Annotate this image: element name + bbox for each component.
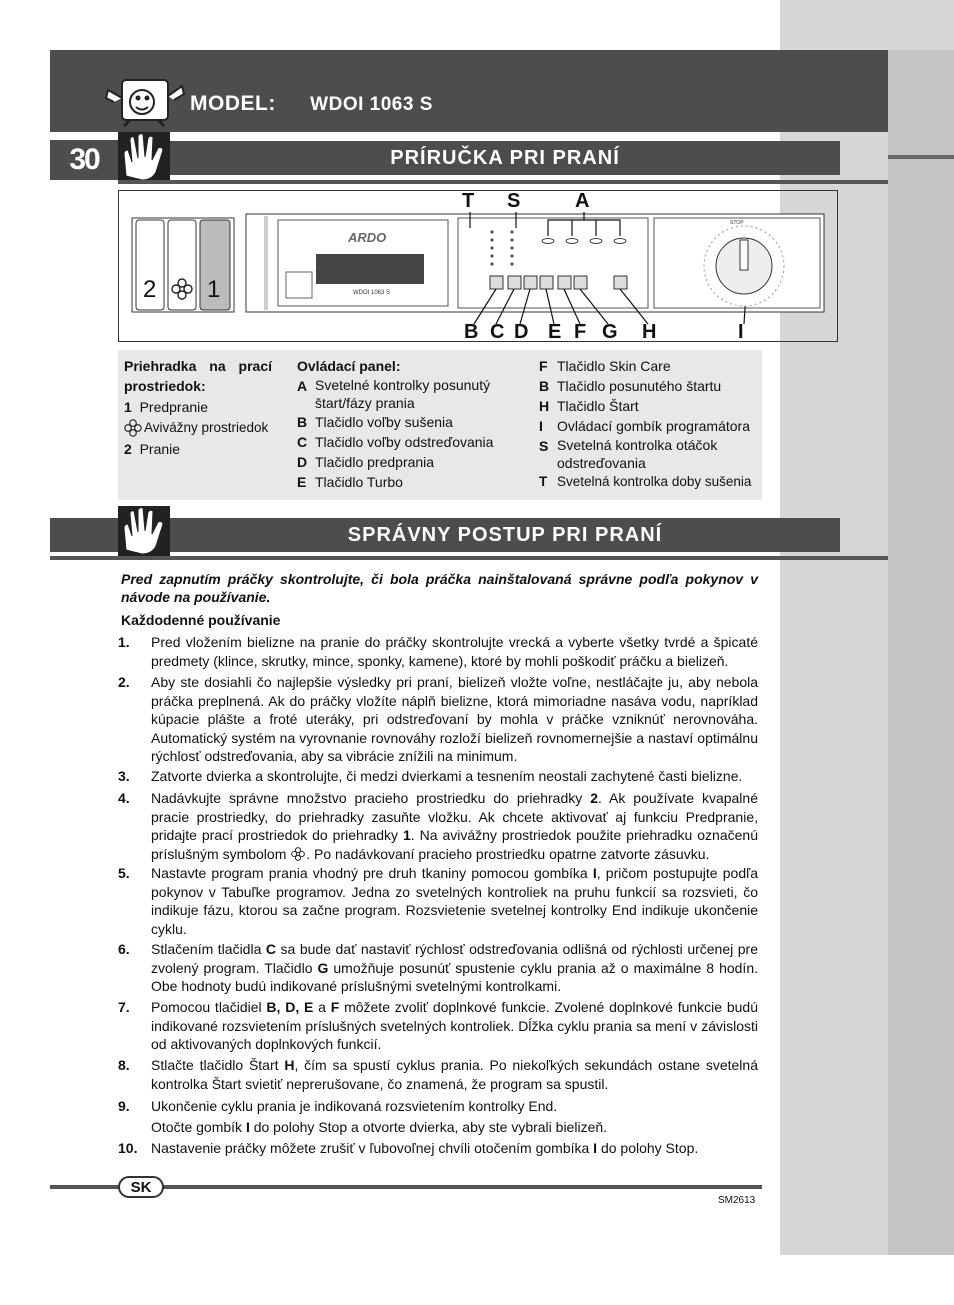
section-rule [50,556,888,560]
hand-icon [118,132,170,182]
daily-heading: Každodenné používanie [121,612,281,628]
legend-panel [297,356,517,492]
list-item: 5. Nastavte program prania vhodný pre druh tkaniny pomocou gombíka I, pričom postupujte podľa pokynov v Tabuľke programov. Jedna zo svetelných kontroliek na pruhu funkcií sa rozsvieti, čo indikuje fázu, ktorou sa začne program. Rozsvietenie svetelnej kontrolky End indikuje ukončenie cyklu. [118,865,758,937]
legend-panel-item: B Tlačidlo voľby sušenia [297,414,453,430]
legend-panel-item: D Tlačidlo predprania [297,454,435,470]
model-label: MODEL: [190,92,276,115]
flower-softener-icon [124,419,142,437]
legend-right [539,356,763,492]
model-name: WDOI 1063 S [310,94,433,115]
label-S: S [507,190,521,212]
label-D: D [514,321,529,343]
legend-drawer [124,356,272,459]
intro-paragraph: Pred zapnutím práčky skontrolujte, či bola práčka nainštalovaná správne podľa pokynov v návode na používanie. [121,571,758,605]
list-item: 1. Pred vložením bielizne na pranie do práčky skontrolujte vrecká a vyberte všetky tvrdé a špicaté predmety (klince, skrutky, mince, sponky, kamene), ktoré by mohli poškodiť práčku a bielizeň. [118,634,758,669]
label-T: T [462,190,475,212]
washing-machine-mascot-icon [102,76,186,128]
label-B: B [464,321,479,343]
side-divider [888,155,954,159]
section-rule [118,180,888,184]
brand-logo: ARDO [348,230,387,245]
label-E: E [548,321,562,343]
model-small: WDOI 1063 S [353,290,391,296]
label-H: H [642,321,657,343]
section-bar-left [50,518,118,552]
list-item: 8. Stlačte tlačidlo Štart H, čím sa spustí cyklus prania. Po niekoľkých sekundách ostane svetelná kontrolka Štart svietiť neprerušovane, čo znamená, že program sa spustil. [118,1057,758,1092]
drawer-label-1: 1 [207,276,221,303]
legend-right-item: T Svetelná kontrolka doby sušenia [539,474,752,489]
control-panel-drawing [118,190,838,342]
language-badge: SK [118,1176,164,1198]
legend-right-item: B Tlačidlo posunutého štartu [539,378,722,394]
legend-drawer-item: 1 Predpranie [124,399,209,415]
list-item: 6. Stlačením tlačidla C sa bude dať nastaviť rýchlosť odstreďovania odlišná od rýchlosti určenej pre zvolený program. Tlačidlo G umožňuje posunúť spustenie cyklu prania až o maximálne 8 hodín. Obe hodnoty budú indikované príslušnými svetelnými kontrolkami. [118,941,758,994]
list-item: 3. Zatvorte dvierka a skontrolujte, či medzi dvierkami a tesnením neostali zachytené časti bielizne. [118,768,743,784]
list-item: 2. Aby ste dosiahli čo najlepšie výsledky pri praní, bielizeň vložte voľne, nestláčajte ju, aby nebola práčka preplnená. Ak do práčky vložíte náplň bielizne, ktorá mimoriadne nasáva vodu, napríklad kúpacie plášte a froté uteráky, pri odstreďovaní by mohla v práčke vzniknúť nerovnováha. Automatický systém na vyrovnanie rovnováhy rozloží bielizeň rovnomernejšie a nastaví optimálnu rýchlosť odstreďovania, aby sa vibrácie znížili na minimum. [118,674,758,764]
model-title [190,92,433,116]
legend-right-item: H Tlačidlo Štart [539,398,639,414]
legend-drawer-title: Priehradka na prací prostriedok: [124,358,272,394]
flower-softener-icon [171,278,193,300]
flower-softener-icon [290,847,306,861]
legend-right-item: F Tlačidlo Skin Care [539,358,671,374]
document-code: SM2613 [718,1195,756,1206]
legend-panel-title: Ovládací panel: [297,358,401,374]
legend-drawer-item: 2 Pranie [124,441,181,457]
list-item: 7. Pomocou tlačidiel B, D, E a F môžete zvoliť doplnkové funkcie. Zvolené doplnkové funkcie budú indikované rozsvietením príslušných svetelných kontroliek. Dĺžka cyklu prania sa mení v závislosti od aktivovaných doplnkových funkcií. [118,999,758,1052]
label-C: C [490,321,505,343]
label-F: F [574,321,587,343]
hand-icon [118,506,170,556]
section-title-guide: PRÍRUČKA PRI PRANÍ [170,141,840,175]
label-G: G [602,321,618,343]
legend-panel-item: C Tlačidlo voľby odstreďovania [297,434,494,450]
label-I: I [738,321,744,343]
legend-right-item: I Ovládací gombík programátora [539,418,750,434]
list-item: 10. Nastavenie práčky môžete zrušiť v ľubovoľnej chvíli otočením gombíka I do polohy Stop. [118,1140,699,1156]
section-title-procedure: SPRÁVNY POSTUP PRI PRANÍ [170,518,840,552]
list-item: 9. Ukončenie cyklu prania je indikovaná rozsvietením kontrolky End. Otočte gombík I do polohy Stop a otvorte dvierka, aby ste vybrali bielizeň. [118,1098,608,1135]
page-number: 30 [50,140,118,180]
legend-panel-item: E Tlačidlo Turbo [297,474,403,490]
drawer-label-2: 2 [143,276,157,303]
legend-drawer-item: Avivážny prostriedok [124,418,272,438]
dial-stop: STOP [730,220,744,226]
list-item: 4. Nadávkujte správne množstvo pracieho prostriedku do priehradky 2. Ak používate kvapalné pracie prostriedky, do priehradky zasuňte vložku. Ak chcete aktivovať aj funkciu Predpranie, pridajte prací prostriedok do priehradky 1. Na avivážny prostriedok použite priehradku označenú príslušným symbolom . Po nadávkovaní pracieho prostriedku opatrne zatvorte zásuvku. [118,790,758,862]
legend-right-item: S Svetelná kontrolka otáčok odstreďovania [539,437,718,471]
side-panel-dark [888,50,954,1255]
legend-panel-item: A Svetelné kontrolky posunutý štart/fázy prania [297,377,491,411]
label-A: A [575,190,590,212]
